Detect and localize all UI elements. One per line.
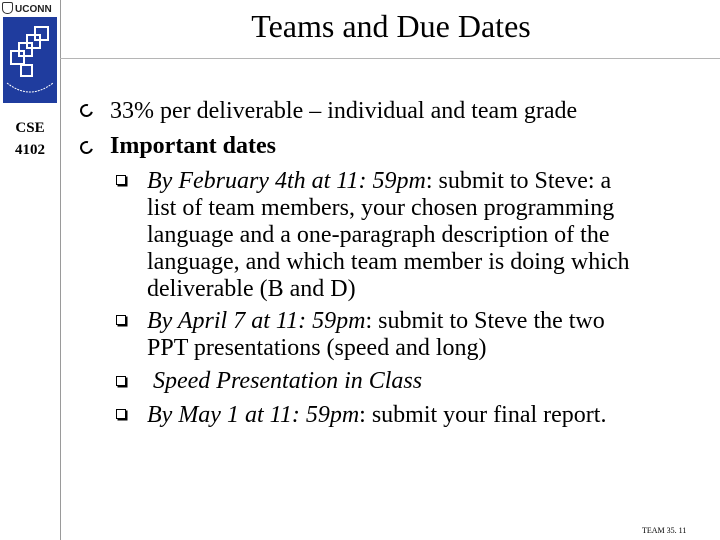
- date-detail-line: list of team members, your chosen programming: [147, 195, 615, 221]
- date-item: [147, 308, 605, 334]
- date-detail: : submit to Steve the two: [365, 308, 605, 334]
- cse-logo-icon: [3, 17, 57, 103]
- date-item: Speed Presentation in Class: [147, 368, 423, 394]
- bullet-square-icon: [116, 175, 126, 185]
- course-number: 4102: [15, 142, 45, 158]
- sidebar: [0, 0, 60, 540]
- uconn-seal-icon: [2, 2, 13, 14]
- date-deadline: By February 4th at 11: 59pm: [147, 168, 426, 194]
- bullet-item: Important dates: [110, 133, 276, 159]
- date-detail-line: language and a one-paragraph description of the: [147, 222, 610, 248]
- bullet-square-icon: [116, 409, 126, 419]
- date-detail-line: language, and which team member is doing which: [147, 249, 630, 275]
- date-deadline: By April 7 at 11: 59pm: [147, 308, 366, 334]
- date-detail-line: PPT presentations (speed and long): [147, 335, 487, 361]
- bullet-circle-icon: [80, 104, 92, 116]
- title-divider: [60, 58, 720, 59]
- bullet-item: 33% per deliverable – individual and team grade: [110, 98, 578, 124]
- slide-footer: TEAM 35. 11: [642, 526, 687, 535]
- sidebar-divider: [60, 0, 61, 540]
- university-name: UCONN: [15, 4, 52, 15]
- date-detail-line: deliverable (B and D): [147, 276, 356, 302]
- bullet-circle-icon: [80, 141, 92, 153]
- university-wordmark: [2, 2, 60, 16]
- date-detail: : submit your final report.: [359, 402, 607, 428]
- course-label: [4, 117, 56, 161]
- course-code: CSE: [15, 120, 45, 136]
- date-item: [147, 402, 606, 428]
- bullet-square-icon: [116, 315, 126, 325]
- slide-title: Teams and Due Dates: [251, 8, 531, 44]
- date-detail: : submit to Steve: a: [425, 168, 612, 194]
- date-deadline: By May 1 at 11: 59pm: [147, 402, 360, 428]
- bullet-square-icon: [116, 376, 126, 386]
- date-item: [147, 168, 611, 194]
